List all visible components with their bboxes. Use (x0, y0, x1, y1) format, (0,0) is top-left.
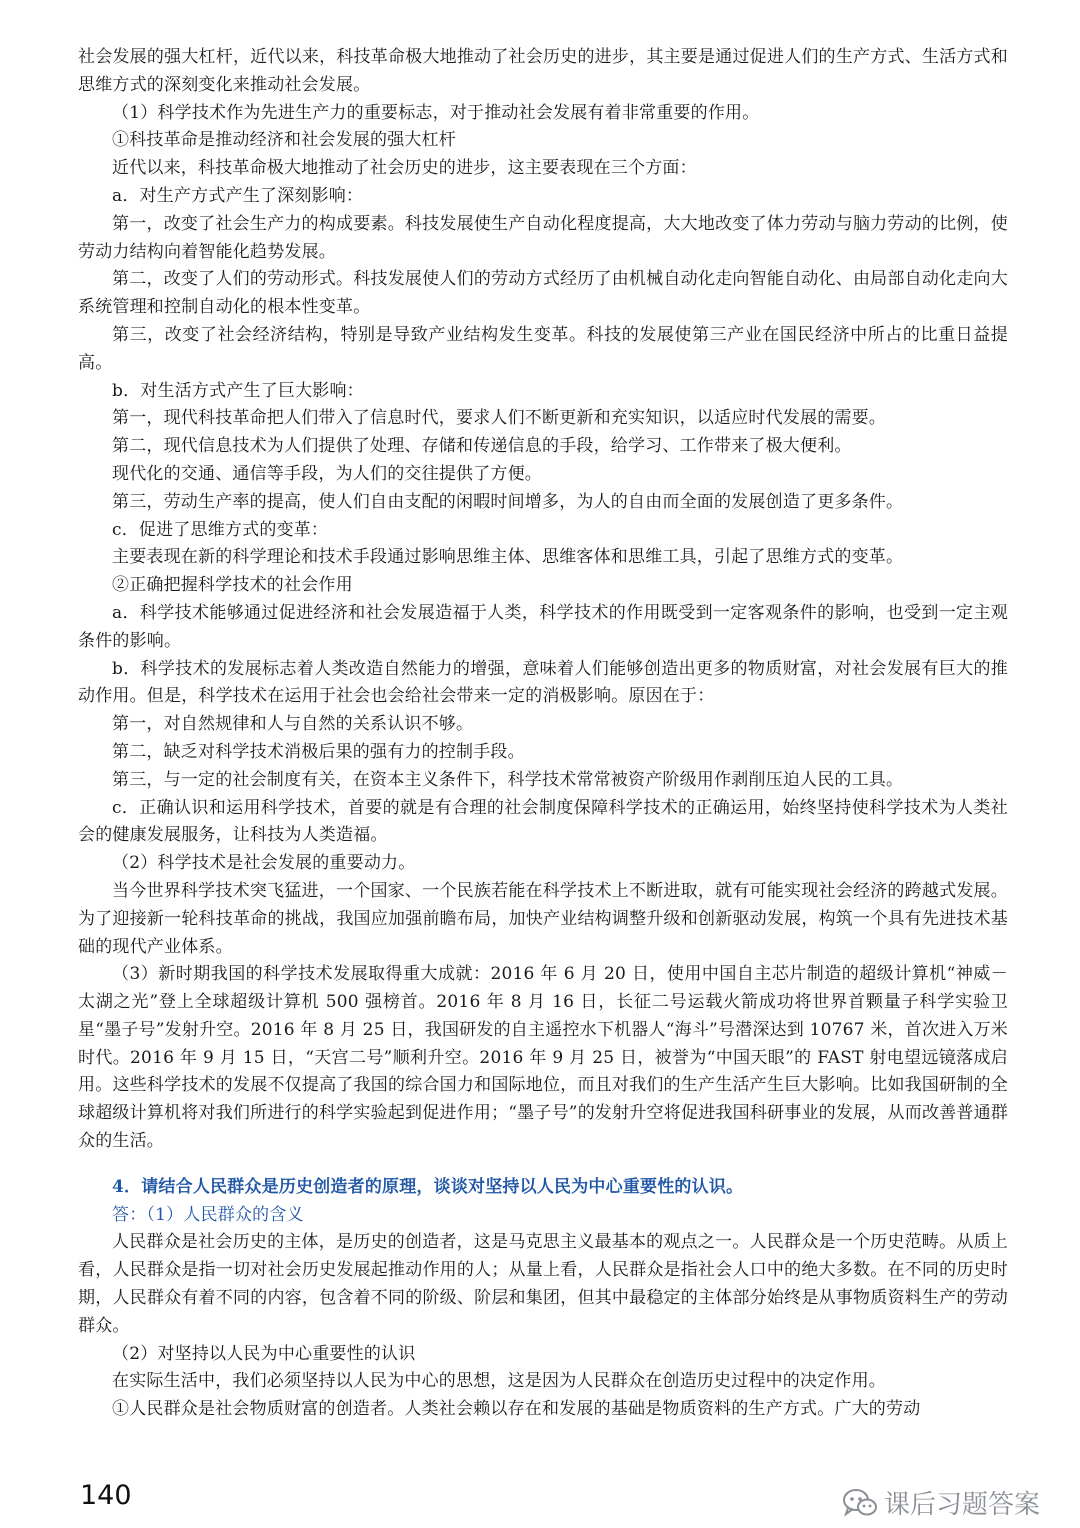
paragraph: （3）新时期我国的科学技术发展取得重大成就：2016 年 6 月 20 日，使用中国自主芯片制造的超级计算机“神威－太湖之光”登上全球超级计算机 500 强榜首。2016 年 8 月 16 日，长征二号运载火箭成功将世界首颗量子科学实验卫星“墨子号”发射升空。2016 年 8 月 25 日，我国研发的自主遥控水下机器人“海斗”号潜深达到 10767 米，首次进入万米时代。2016 年 9 月 15 日，“天宫二号”顺利升空。2016 年 9 月 25 日，被誉为“中国天眼”的 FAST 射电望远镜落成启用。这些科学技术的发展不仅提高了我国的综合国力和国际地位，而且对我们的生产生活产生巨大影响。比如我国研制的全球超级计算机将对我们所进行的科学实验起到促进作用；“墨子号”的发射升空将促进我国科研事业的发展，从而改善普通群众的生活。 (78, 964, 1008, 1152)
wechat-icon (842, 1488, 878, 1518)
paragraph: a．对生产方式产生了深刻影响： (112, 185, 364, 206)
paragraph: c．促进了思维方式的变革： (112, 519, 329, 540)
paragraph: 第三，改变了社会经济结构，特别是导致产业结构发生变革。科技的发展使第三产业在国民经济中所占的比重日益提高。 (78, 324, 1008, 373)
paragraph: 答：（1）人民群众的含义 (112, 1204, 304, 1225)
paragraph: 第二，现代信息技术为人们提供了处理、存储和传递信息的手段，给学习、工作带来了极大便利。 (112, 436, 852, 457)
paragraph: 社会发展的强大杠杆，近代以来，科技革命极大地推动了社会历史的进步，其主要是通过促进人们的生产方式、生活方式和思维方式的深刻变化来推动社会发展。 (78, 47, 1008, 95)
question-heading: 4．请结合人民群众是历史创造者的原理，谈谈对坚持以人民为中心重要性的认识。 (112, 1176, 744, 1197)
watermark-text: 课后习题答案 (884, 1490, 1041, 1520)
paragraph: 第一，现代科技革命把人们带入了信息时代，要求人们不断更新和充实知识，以适应时代发展的需要。 (112, 408, 886, 429)
watermark (842, 1484, 1040, 1521)
paragraph: 第三，劳动生产率的提高，使人们自由支配的闲暇时间增多，为人的自由而全面的发展创造了更多条件。 (112, 491, 904, 512)
paragraph: 第一，对自然规律和人与自然的关系认识不够。 (112, 714, 474, 735)
paragraph: 第二，改变了人们的劳动形式。科技发展使人们的劳动方式经历了由机械自动化走向智能自动化、由局部自动化走向大系统管理和控制自动化的根本性变革。 (78, 269, 1008, 318)
paragraph: 人民群众是社会历史的主体，是历史的创造者，这是马克思主义最基本的观点之一。人民群众是一个历史范畴。从质上看，人民群众是指一切对社会历史发展起推动作用的人；从量上看，人民群众是指社会人口中的绝大多数。在不同的历史时期，人民群众有着不同的内容，包含着不同的阶级、阶层和集团，但其中最稳定的主体部分始终是从事物质资料生产的劳动群众。 (78, 1232, 1008, 1336)
page-number: 140 (80, 1480, 132, 1511)
paragraph: 第一，改变了社会生产力的构成要素。科技发展使生产自动化程度提高，大大地改变了体力劳动与脑力劳动的比例，使劳动力结构向着智能化趋势发展。 (78, 213, 1008, 262)
paragraph: 近代以来，科技革命极大地推动了社会历史的进步，这主要表现在三个方面： (112, 158, 697, 179)
paragraph: （2）对坚持以人民为中心重要性的认识 (112, 1343, 416, 1364)
paragraph: 在实际生活中，我们必须坚持以人民为中心的思想，这是因为人民群众在创造历史过程中的决定作用。 (112, 1371, 886, 1392)
paragraph: 第二，缺乏对科学技术消极后果的强有力的控制手段。 (112, 741, 525, 762)
paragraph: c．正确认识和运用科学技术，首要的就是有合理的社会制度保障科学技术的正确运用，始终坚持使科学技术为人类社会的健康发展服务，让科技为人类造福。 (78, 797, 1008, 846)
paragraph: （2）科学技术是社会发展的重要动力。 (112, 853, 416, 874)
paragraph: ②正确把握科学技术的社会作用 (112, 575, 353, 596)
paragraph: 当今世界科学技术突飞猛进，一个国家、一个民族若能在科学技术上不断进取，就有可能实现社会经济的跨越式发展。为了迎接新一轮科技革命的挑战，我国应加强前瞻布局，加快产业结构调整升级和创新驱动发展，构筑一个具有先进技术基础的现代产业体系。 (78, 880, 1008, 957)
paragraph: （1）科学技术作为先进生产力的重要标志，对于推动社会发展有着非常重要的作用。 (112, 102, 760, 123)
paragraph: 主要表现在新的科学理论和技术手段通过影响思维主体、思维客体和思维工具，引起了思维方式的变革。 (112, 547, 904, 568)
paragraph: a．科学技术能够通过促进经济和社会发展造福于人类，科学技术的作用既受到一定客观条件的影响，也受到一定主观条件的影响。 (78, 602, 1008, 651)
paragraph: 第三，与一定的社会制度有关，在资本主义条件下，科学技术常常被资产阶级用作剥削压迫人民的工具。 (112, 769, 904, 790)
document-body (78, 44, 1008, 1424)
paragraph: 现代化的交通、通信等手段，为人们的交往提供了方便。 (112, 463, 542, 484)
paragraph: b．科学技术的发展标志着人类改造自然能力的增强，意味着人们能够创造出更多的物质财富，对社会发展有巨大的推动作用。但是，科学技术在运用于社会也会给社会带来一定的消极影响。原因在于： (78, 658, 1008, 707)
paragraph: ①人民群众是社会物质财富的创造者。人类社会赖以存在和发展的基础是物质资料的生产方式。广大的劳动 (112, 1399, 921, 1420)
paragraph: b．对生活方式产生了巨大影响： (112, 380, 364, 401)
paragraph: ①科技革命是推动经济和社会发展的强大杠杆 (112, 130, 456, 151)
